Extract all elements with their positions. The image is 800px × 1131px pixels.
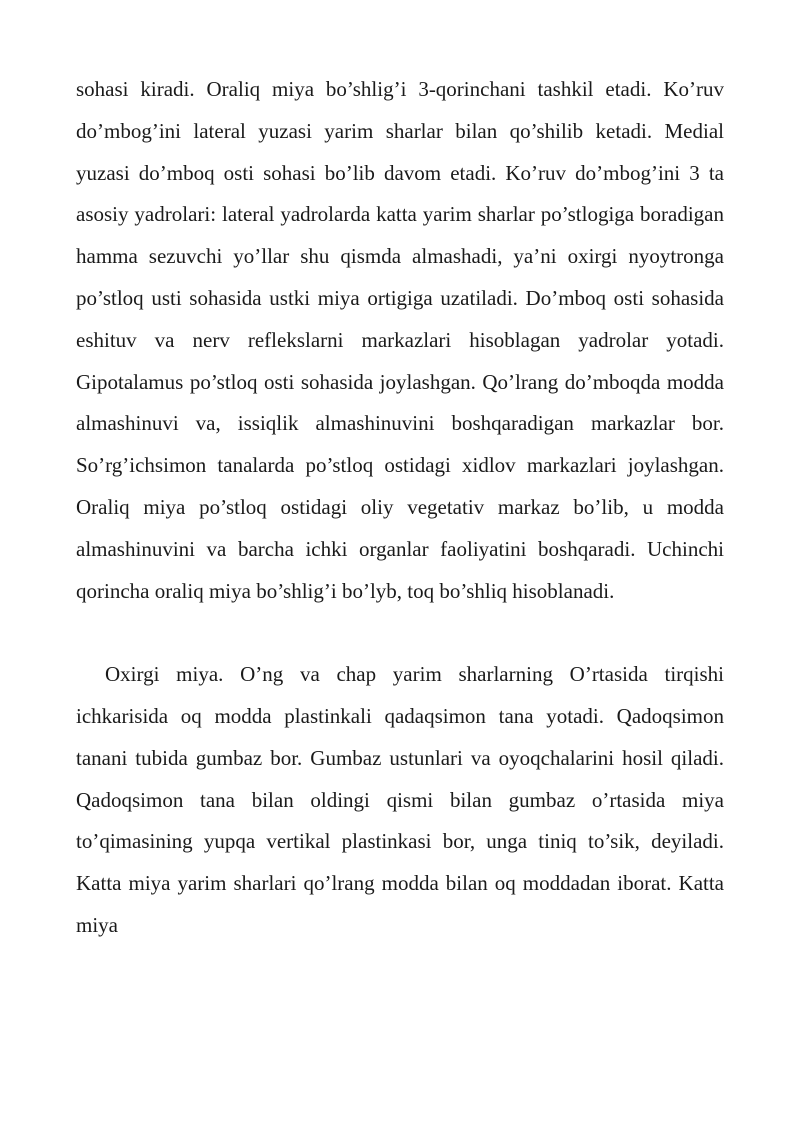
body-paragraph-1: sohasi kiradi. Oraliq miya bo’shlig’i 3-qorinchani tashkil etadi. Ko’ruv do’mbog’ini lateral yuzasi yarim sharlar bilan qo’shilib ketadi. Medial yuzasi do’mboq osti sohasi bo’lib davom etadi. Ko’ruv do’mbog’ini 3 ta asosiy yadrolari: lateral yadrolarda katta yarim sharlar po’stlogiga boradigan hamma sezuvchi yo’llar shu qismda almashadi, ya’ni oxirgi nyoytronga po’stloq usti sohasida ustki miya ortigiga uzatiladi. Do’mboq osti sohasida eshituv va nerv reflekslarni markazlari hisoblagan yadrolar yotadi. Gipotalamus po’stloq osti sohasida joylashgan. Qo’lrang do’mboqda modda almashinuvi va, issiqlik almashinuvini boshqaradigan markazlar bor. So’rg’ichsimon tanalarda po’stloq ostidagi xidlov markazlari joylashgan. Oraliq miya po’stloq ostidagi oliy vegetativ markaz bo’lib, u modda almashinuvini va barcha ichki organlar faoliyatini boshqaradi. Uchinchi qorincha oraliq miya bo’shlig’i bo’lyb, toq bo’shliq hisoblanadi. [76, 77, 724, 603]
body-paragraph-2: Oxirgi miya. O’ng va chap yarim sharlarning O’rtasida tirqishi ichkarisida oq modda plastinkali qadaqsimon tana yotadi. Qadoqsimon tanani tubida gumbaz bor. Gumbaz ustunlari va oyoqchalarini hosil qiladi. Qadoqsimon tana bilan oldingi qismi bilan gumbaz o’rtasida miya to’qimasining yupqa vertikal plastinkasi bor, unga tiniq to’sik, deyiladi. Katta miya yarim sharlari qo’lrang modda bilan oq moddadan iborat. Katta miya [76, 662, 724, 937]
document-page [76, 69, 724, 947]
